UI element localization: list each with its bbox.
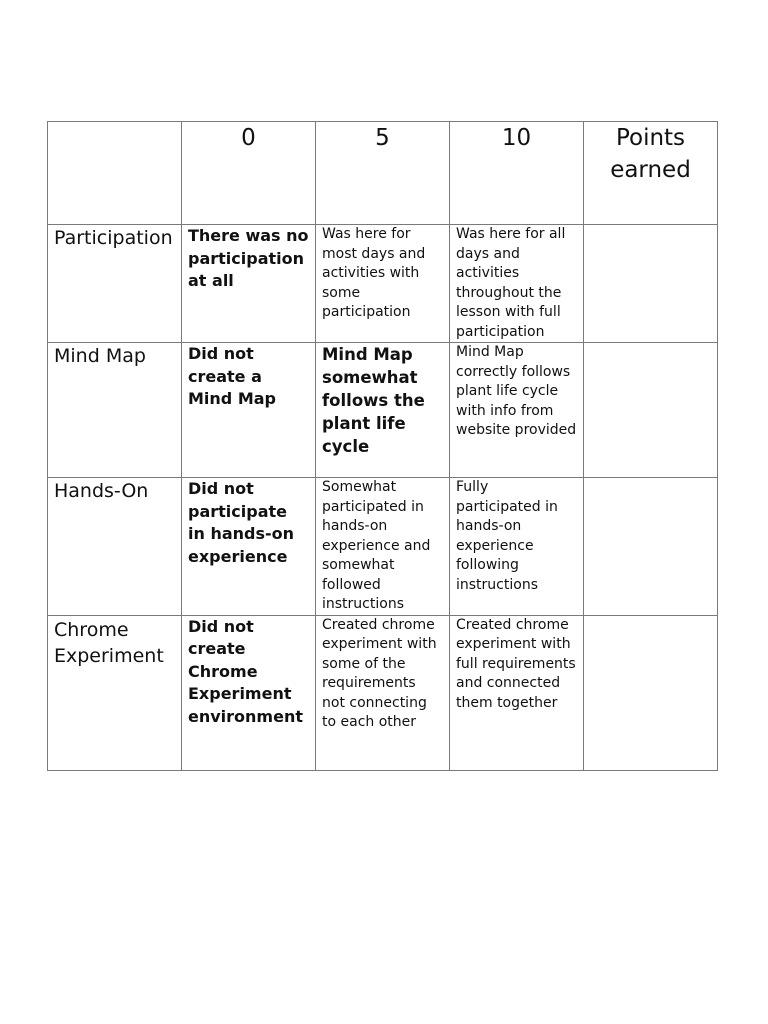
header-score-0: 0 — [182, 122, 316, 225]
hands-on-score-5: Somewhat participated in hands-on experience and somewhat followed instructions — [316, 478, 450, 616]
header-score-10: 10 — [450, 122, 584, 225]
rubric-table — [47, 121, 718, 771]
table-row-hands-on — [48, 478, 718, 616]
header-score-5: 5 — [316, 122, 450, 225]
participation-score-5: Was here for most days and activities with some participation — [316, 225, 450, 343]
criterion-chrome-experiment: Chrome Experiment — [48, 615, 182, 770]
chrome-experiment-score-5: Created chrome experiment with some of the requirements not connecting to each other — [316, 615, 450, 770]
criterion-mind-map: Mind Map — [48, 343, 182, 478]
hands-on-score-10: Fully participated in hands-on experience following instructions — [450, 478, 584, 616]
header-blank-cell — [48, 122, 182, 225]
chrome-experiment-score-0: Did not create Chrome Experiment environment — [182, 615, 316, 770]
mind-map-score-5: Mind Map somewhat follows the plant life cycle — [316, 343, 450, 478]
table-row-participation — [48, 225, 718, 343]
mind-map-score-10: Mind Map correctly follows plant life cycle with info from website provided — [450, 343, 584, 478]
table-row-mind-map — [48, 343, 718, 478]
hands-on-points-cell — [584, 478, 718, 616]
participation-score-10: Was here for all days and activities throughout the lesson with full participation — [450, 225, 584, 343]
participation-points-cell — [584, 225, 718, 343]
criterion-participation: Participation — [48, 225, 182, 343]
chrome-experiment-points-cell — [584, 615, 718, 770]
table-row-chrome-experiment — [48, 615, 718, 770]
mind-map-points-cell — [584, 343, 718, 478]
participation-score-0: There was no participation at all — [182, 225, 316, 343]
chrome-experiment-score-10: Created chrome experiment with full requirements and connected them together — [450, 615, 584, 770]
header-points-earned: Points earned — [584, 122, 718, 225]
criterion-hands-on: Hands-On — [48, 478, 182, 616]
header-row — [48, 122, 718, 225]
hands-on-score-0: Did not participate in hands-on experience — [182, 478, 316, 616]
mind-map-score-0: Did not create a Mind Map — [182, 343, 316, 478]
